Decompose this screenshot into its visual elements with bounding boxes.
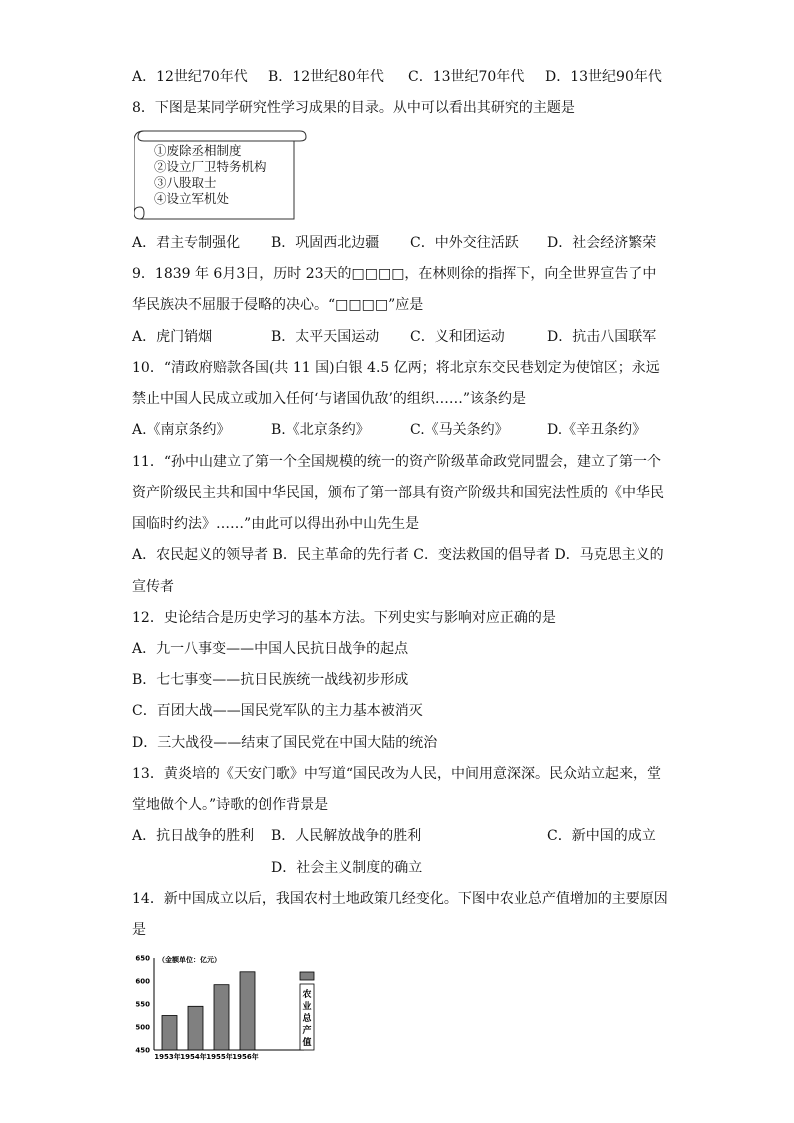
q8-stem: 8．下图是某同学研究性学习成果的目录。从中可以看出其研究的主题是 (132, 100, 575, 116)
scroll-item-list (154, 143, 267, 207)
q11-options: A．农民起义的领导者 B．民主革命的先行者 C．变法救国的倡导者 D．马克思主义的 (132, 547, 664, 563)
q10-option-d: D.《辛丑条约》 (547, 422, 647, 438)
q12-option-b: B．七七事变——抗日民族统一战线初步形成 (132, 672, 409, 688)
x-tick-label: 1956年 (232, 1053, 259, 1061)
q10-stem-line: 禁止中国人民成立或加入任何‘与诸国仇敌’的组织……”该条约是 (132, 391, 527, 407)
q10-option-b: B.《北京条约》 (271, 422, 370, 438)
q9-option-d: D．抗击八国联军 (547, 329, 657, 345)
q13-stem-line: 13．黄炎培的《天安门歌》中写道“国民改为人民，中间用意深深。民众站立起来，堂 (132, 766, 661, 782)
q9-option-b: B．太平天国运动 (271, 329, 380, 345)
scroll-item: ③八股取士 (154, 175, 217, 190)
y-tick-label: 450 (135, 1046, 150, 1055)
legend-swatch (300, 972, 314, 980)
chart-title: （金额单位：亿元） (158, 956, 221, 964)
bar (214, 985, 229, 1050)
q7-option-c: C．13世纪70年代 (408, 69, 525, 85)
q9-stem-line: 9．1839 年 6月3日，历时 23天的□□□□，在林则徐的指挥下，向全世界宣告了中 (132, 266, 657, 282)
q9-stem-line: 华民族决不屈服于侵略的决心。“□□□□”应是 (132, 297, 424, 313)
q12-option-a: A．九一八事变——中国人民抗日战争的起点 (132, 641, 409, 657)
q13-option-c: C．新中国的成立 (547, 828, 656, 844)
agri-output-chart (132, 950, 322, 1070)
x-tick-label: 1953年 (154, 1053, 181, 1061)
y-tick-label: 550 (135, 1000, 150, 1009)
q11-stem-line: 11．“孙中山建立了第一个全国规模的统一的资产阶级革命政党同盟会，建立了第一个 (132, 454, 661, 470)
q12-stem: 12．史论结合是历史学习的基本方法。下列史实与影响对应正确的是 (132, 610, 556, 626)
q13-option-a: A．抗日战争的胜利 (132, 828, 255, 844)
x-tick-label: 1955年 (206, 1053, 233, 1061)
legend-char: 产 (302, 1026, 312, 1036)
scroll-item: ④设立军机处 (154, 191, 230, 206)
q7-option-b: B．12世纪80年代 (268, 69, 384, 85)
q7-option-d: D．13世纪90年代 (545, 69, 662, 85)
q9-option-a: A．虎门销烟 (132, 329, 213, 345)
q11-stem-line: 资产阶级民主共和国中华民国，颁布了第一部具有资产阶级共和国宪法性质的《中华民 (132, 485, 664, 501)
legend-char: 业 (302, 1002, 312, 1012)
q7-option-a: A．12世纪70年代 (132, 69, 248, 85)
bar (188, 1006, 203, 1050)
q8-option-b: B．巩固西北边疆 (271, 235, 380, 251)
q9-option-c: C．义和团运动 (410, 329, 505, 345)
y-tick-label: 500 (135, 1023, 150, 1032)
q10-option-a: A.《南京条约》 (132, 422, 231, 438)
q8-option-c: C．中外交往活跃 (410, 235, 519, 251)
scroll-figure (134, 127, 308, 223)
q8-option-a: A．君主专制强化 (132, 235, 241, 251)
q13-option-b: B．人民解放战争的胜利 (271, 828, 422, 844)
q14-stem-line: 是 (132, 922, 146, 938)
y-tick-label: 650 (135, 954, 150, 963)
q13-option-d: D．社会主义制度的确立 (271, 860, 423, 876)
legend-char: 农 (302, 990, 312, 1000)
bar (240, 972, 255, 1050)
bar (162, 1016, 177, 1051)
q10-stem-line: 10．“清政府赔款各国(共 11 国)白银 4.5 亿两；将北京东交民巷划定为使馆区；永远 (132, 360, 660, 376)
q8-option-d: D．社会经济繁荣 (547, 235, 657, 251)
legend-char: 值 (302, 1038, 312, 1048)
q11-options-continued: 宣传者 (132, 579, 174, 595)
legend-char: 总 (302, 1014, 312, 1024)
bar-chart-svg (132, 950, 322, 1070)
scroll-item: ①废除丞相制度 (154, 143, 242, 158)
x-tick-label: 1954年 (180, 1053, 207, 1061)
q12-option-c: C．百团大战——国民党军队的主力基本被消灭 (132, 703, 423, 719)
q11-stem-line: 国临时约法》……”由此可以得出孙中山先生是 (132, 516, 420, 532)
q10-option-c: C.《马关条约》 (410, 422, 509, 438)
q12-option-d: D．三大战役——结束了国民党在中国大陆的统治 (132, 735, 438, 751)
q13-stem-line: 堂地做个人。”诗歌的创作背景是 (132, 797, 329, 813)
q14-stem-line: 14．新中国成立以后，我国农村土地政策几经变化。下图中农业总产值增加的主要原因 (132, 891, 668, 907)
y-tick-label: 600 (135, 977, 150, 986)
scroll-item: ②设立厂卫特务机构 (154, 159, 267, 174)
